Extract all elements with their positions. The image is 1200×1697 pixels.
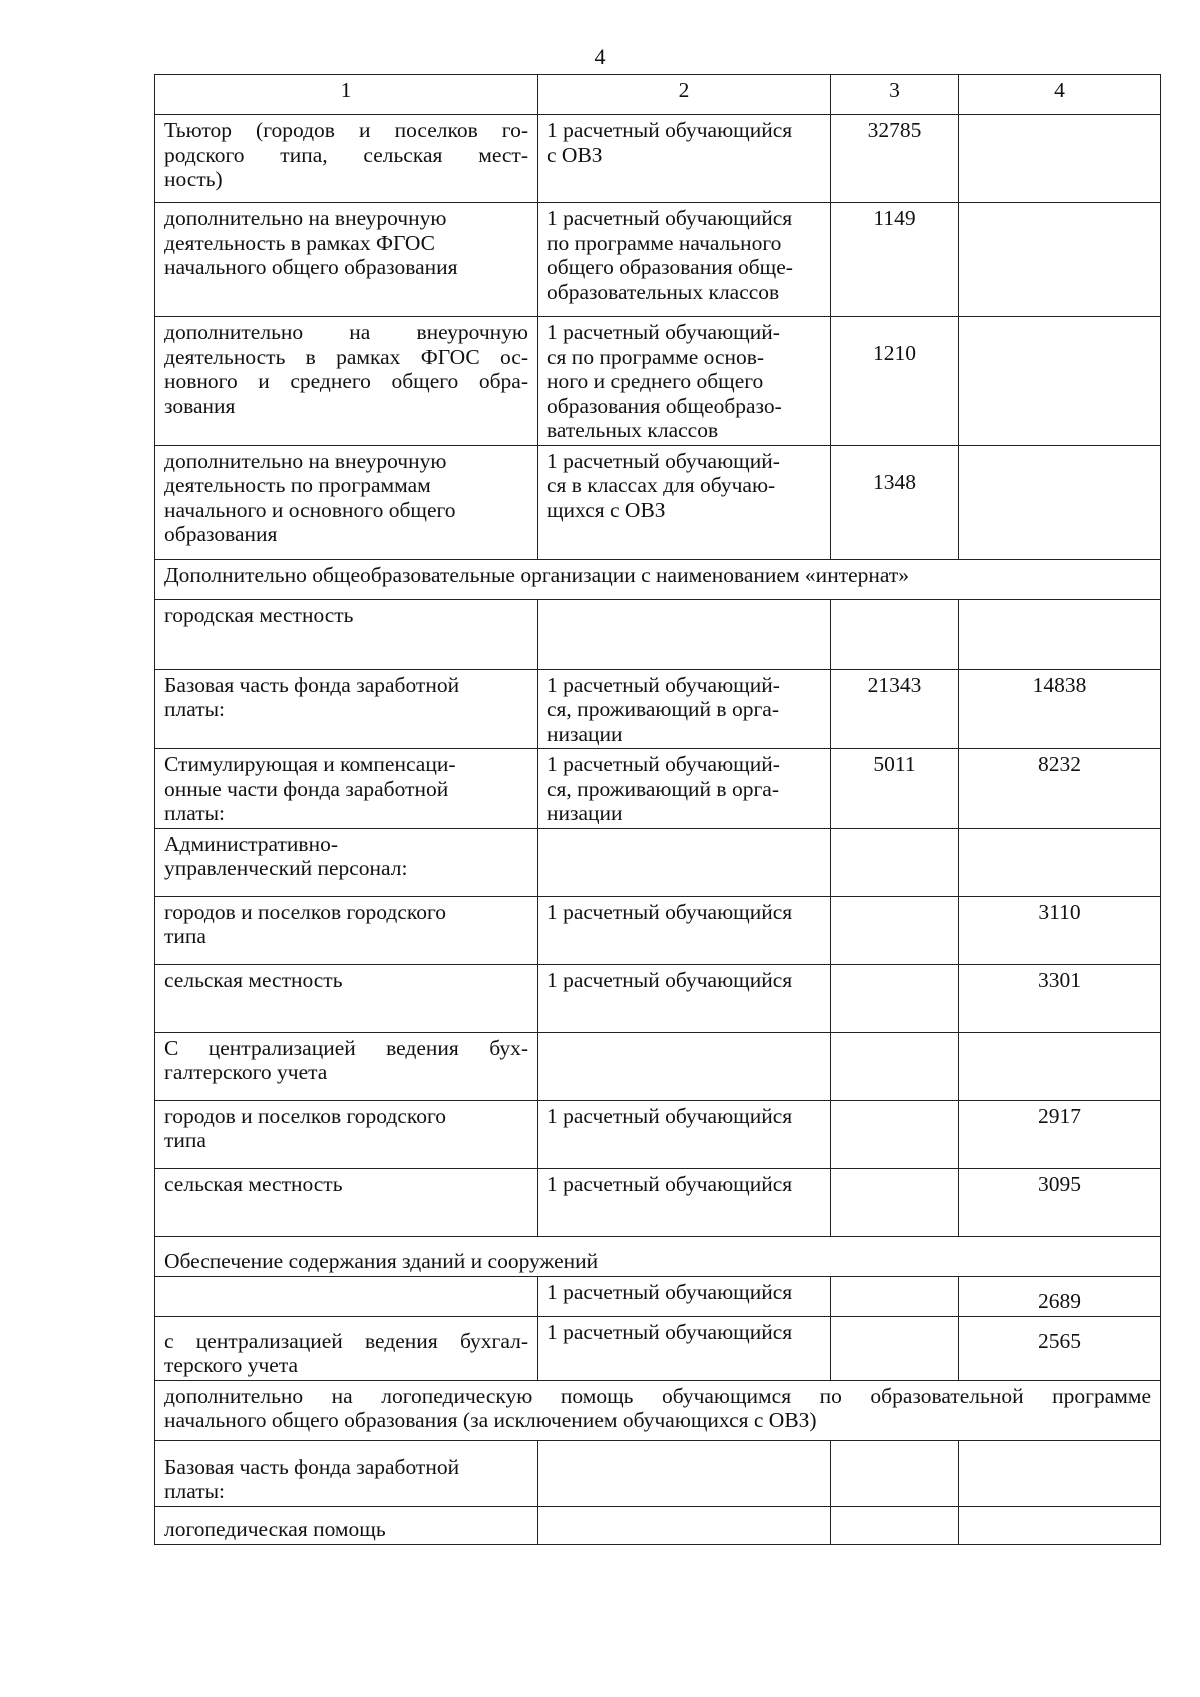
value-cell: 14838	[959, 669, 1161, 749]
text-line: родского типа, сельская мест-	[164, 142, 528, 167]
table-row	[155, 1506, 1161, 1544]
value-cell	[831, 828, 959, 896]
table-row	[155, 828, 1161, 896]
row-label	[155, 1100, 538, 1168]
text-line: по программе начального	[547, 230, 782, 255]
unit-cell	[538, 749, 831, 829]
text-line: с централизацией ведения бухгал-	[164, 1328, 528, 1353]
page-number: 4	[594, 44, 606, 69]
text-line: ся в классах для обучаю-	[547, 473, 776, 497]
text-line: типа	[164, 1128, 206, 1152]
unit-cell: 1 расчетный обучающийся	[538, 896, 831, 964]
text-line: образовательных классов	[547, 279, 780, 304]
value-cell	[959, 317, 1161, 446]
value-cell: 2565	[959, 1316, 1161, 1380]
row-label	[155, 1316, 538, 1380]
text-line: онные части фонда заработной	[164, 776, 449, 801]
text-line: ного и среднего общего	[547, 369, 764, 393]
text-line: типа	[164, 924, 206, 948]
table-row	[155, 1440, 1161, 1506]
text-line: 1 расчетный обучающийся	[547, 206, 793, 230]
table-row	[155, 317, 1161, 446]
text-line: деятельность в рамках ФГОС ос-	[164, 344, 528, 369]
text-line: ся по программе основ-	[547, 344, 765, 369]
text-line: дополнительно на внеурочную	[164, 448, 447, 473]
text-line: С централизацией ведения бух-	[164, 1035, 528, 1060]
row-label	[155, 1032, 538, 1100]
value-cell	[831, 1168, 959, 1236]
text-line: Стимулирующая и компенсаци-	[164, 752, 456, 776]
row-label	[155, 828, 538, 896]
text-line: Административно-	[164, 831, 338, 856]
unit-cell	[538, 1032, 831, 1100]
row-label: городская местность	[155, 599, 538, 669]
row-label	[155, 115, 538, 203]
row-label	[155, 203, 538, 317]
value-cell: 8232	[959, 749, 1161, 829]
text-line: дополнительно на внеурочную	[164, 206, 447, 230]
row-label	[155, 445, 538, 559]
unit-cell: 1 расчетный обучающийся	[538, 964, 831, 1032]
text-line: дополнительно на внеурочную	[164, 320, 528, 344]
table-row	[155, 1100, 1161, 1168]
text-line: ность)	[164, 167, 223, 191]
unit-cell	[538, 599, 831, 669]
value-cell	[959, 828, 1161, 896]
text-line: образования общеобразо-	[547, 393, 782, 418]
text-line: Базовая часть фонда заработной	[164, 672, 460, 697]
value-cell: 21343	[831, 669, 959, 749]
text-line: щихся с ОВЗ	[547, 497, 666, 522]
value-cell: 3110	[959, 896, 1161, 964]
value-cell	[959, 1032, 1161, 1100]
text-line: образования	[164, 522, 278, 546]
column-header: 1	[155, 75, 538, 115]
value-cell: 2689	[959, 1276, 1161, 1316]
table-row	[155, 203, 1161, 317]
column-header: 2	[538, 75, 831, 115]
table-row	[155, 1168, 1161, 1236]
table-header-row	[155, 75, 1161, 115]
unit-cell	[538, 317, 831, 446]
text-line: Базовая часть фонда заработной	[164, 1454, 460, 1479]
value-cell	[959, 1506, 1161, 1544]
text-line: деятельность в рамках ФГОС	[164, 230, 435, 255]
text-line: низации	[547, 721, 623, 746]
column-header: 4	[959, 75, 1161, 115]
table-row	[155, 1276, 1161, 1316]
value-cell: 32785	[831, 115, 959, 203]
table-row	[155, 1032, 1161, 1100]
text-line: платы:	[164, 801, 226, 825]
text-line: с ОВЗ	[547, 142, 603, 167]
unit-cell	[538, 203, 831, 317]
text-line: 1 расчетный обучающий-	[547, 320, 780, 344]
table-row	[155, 964, 1161, 1032]
text-line: 1 расчетный обучающий-	[547, 448, 780, 473]
unit-cell	[538, 1506, 831, 1544]
value-cell	[959, 203, 1161, 317]
text-line: начального и основного общего	[164, 497, 456, 522]
unit-cell	[538, 115, 831, 203]
table-row	[155, 445, 1161, 559]
text-line: зования	[164, 393, 236, 418]
section-row	[155, 559, 1161, 599]
section-title-internat: Дополнительно общеобразовательные организации с наименованием «интернат»	[155, 559, 1161, 599]
text-line: деятельность по программам	[164, 473, 431, 497]
section-title-buildings: Обеспечение содержания зданий и сооружений	[155, 1236, 1161, 1276]
text-line: 1 расчетный обучающий-	[547, 672, 780, 697]
value-cell	[831, 1316, 959, 1380]
row-label: сельская местность	[155, 1168, 538, 1236]
unit-cell	[538, 1440, 831, 1506]
text-line: управленческий персонал:	[164, 856, 408, 880]
value-cell	[831, 1276, 959, 1316]
section-line: дополнительно на логопедическую помощь обучающимся по образовательной программе	[164, 1383, 1151, 1408]
row-label: логопедическая помощь	[155, 1506, 538, 1544]
text-line: платы:	[164, 1479, 226, 1503]
value-cell: 1348	[831, 445, 959, 559]
table-row	[155, 115, 1161, 203]
unit-cell	[538, 445, 831, 559]
text-line: терского учета	[164, 1353, 299, 1377]
value-cell	[959, 599, 1161, 669]
value-cell	[831, 599, 959, 669]
value-cell	[959, 1440, 1161, 1506]
value-cell	[959, 445, 1161, 559]
value-cell	[831, 1506, 959, 1544]
value-cell	[831, 1032, 959, 1100]
text-line: 1 расчетный обучающийся	[547, 118, 793, 142]
value-cell	[831, 1100, 959, 1168]
table-row	[155, 1316, 1161, 1380]
table-row	[155, 749, 1161, 829]
text-line: ся, проживающий в орга-	[547, 697, 779, 721]
column-header: 3	[831, 75, 959, 115]
text-line: городов и поселков городского	[164, 1103, 447, 1128]
row-label	[155, 749, 538, 829]
value-cell: 5011	[831, 749, 959, 829]
table-row	[155, 896, 1161, 964]
value-cell: 1210	[831, 317, 959, 446]
text-line: вательных классов	[547, 418, 719, 442]
table-row	[155, 599, 1161, 669]
text-line: галтерского учета	[164, 1060, 328, 1084]
value-cell	[959, 115, 1161, 203]
text-line: ся, проживающий в орга-	[547, 776, 779, 801]
section-line: начального общего образования (за исключением обучающихся с ОВЗ)	[164, 1408, 817, 1432]
row-label	[155, 1440, 538, 1506]
text-line: городов и поселков городского	[164, 899, 447, 924]
unit-cell: 1 расчетный обучающийся	[538, 1276, 831, 1316]
value-cell: 2917	[959, 1100, 1161, 1168]
unit-cell: 1 расчетный обучающийся	[538, 1168, 831, 1236]
value-cell: 3095	[959, 1168, 1161, 1236]
value-cell	[831, 964, 959, 1032]
text-line: общего образования обще-	[547, 255, 793, 279]
text-line: низации	[547, 801, 623, 825]
norms-table	[154, 74, 1161, 1545]
row-label	[155, 1276, 538, 1316]
unit-cell	[538, 669, 831, 749]
value-cell	[831, 896, 959, 964]
table-row	[155, 669, 1161, 749]
row-label	[155, 896, 538, 964]
unit-cell: 1 расчетный обучающийся	[538, 1316, 831, 1380]
row-label	[155, 317, 538, 446]
value-cell: 1149	[831, 203, 959, 317]
unit-cell	[538, 828, 831, 896]
unit-cell: 1 расчетный обучающийся	[538, 1100, 831, 1168]
text-line: новного и среднего общего обра-	[164, 369, 528, 393]
section-row	[155, 1236, 1161, 1276]
text-line: платы:	[164, 697, 226, 721]
section-title-logoped	[155, 1380, 1161, 1440]
section-row	[155, 1380, 1161, 1440]
text-line: 1 расчетный обучающий-	[547, 752, 780, 776]
text-line: начального общего образования	[164, 255, 458, 279]
row-label	[155, 669, 538, 749]
value-cell: 3301	[959, 964, 1161, 1032]
row-label: сельская местность	[155, 964, 538, 1032]
text-line: Тьютор (городов и поселков го-	[164, 118, 528, 142]
value-cell	[831, 1440, 959, 1506]
